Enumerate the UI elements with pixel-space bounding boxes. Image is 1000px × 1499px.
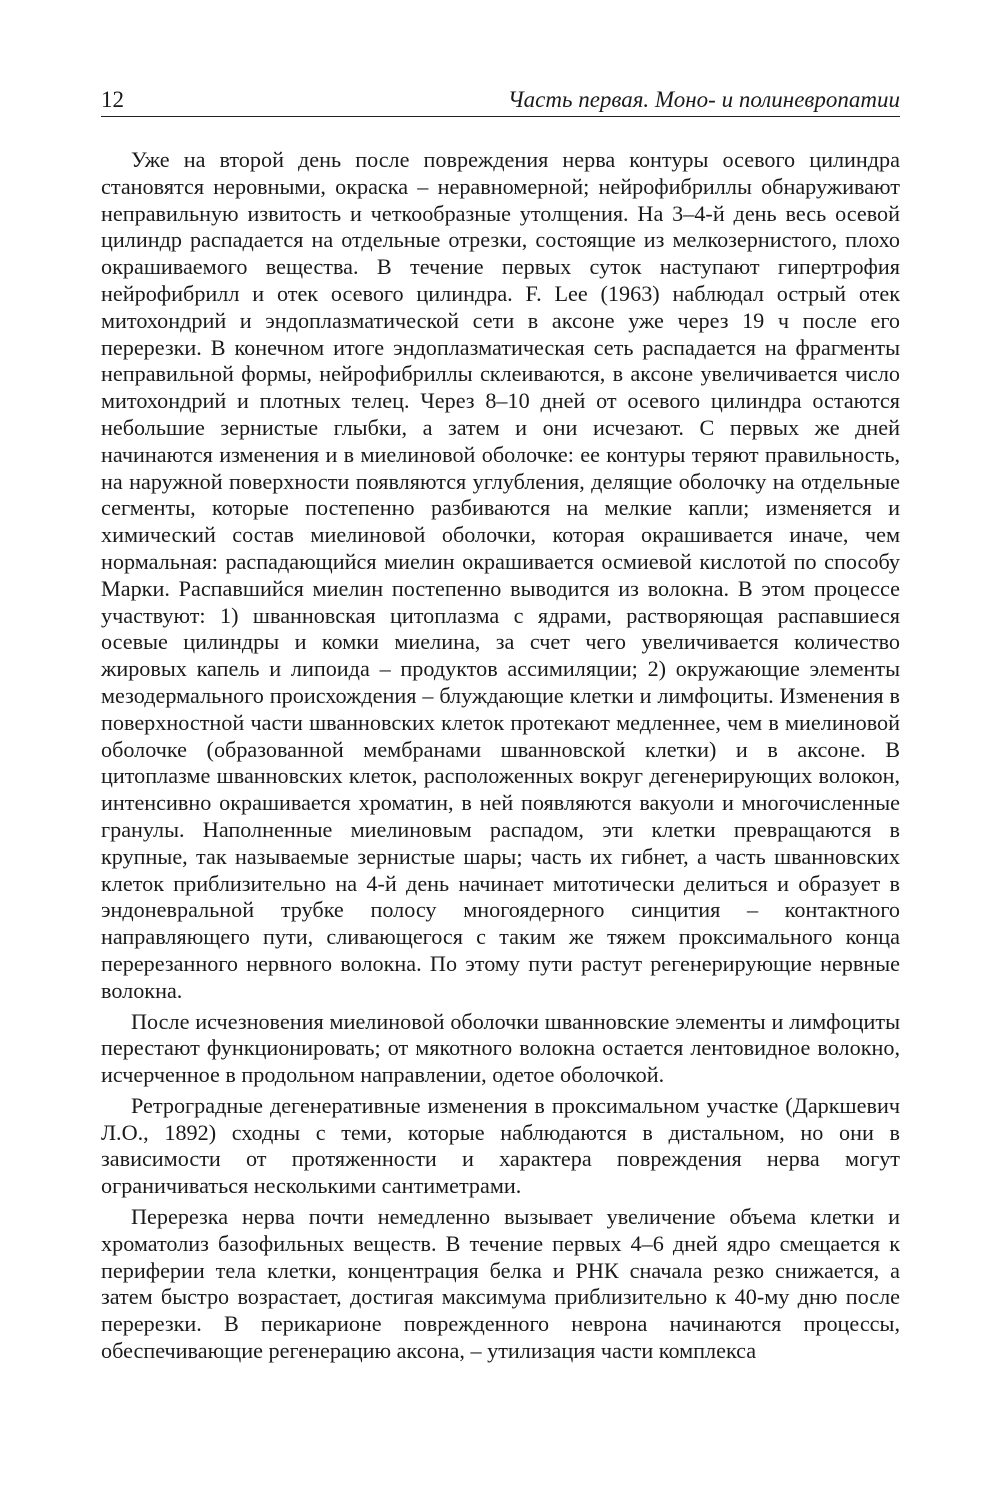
paragraph: Ретроградные дегенеративные изменения в проксимальном участке (Даркшевич Л.О., 1892) сходны с теми, которые наблюдаются в дистальном, но они в зависимости от протяженности и характера повреждения нерва могут ограничиваться несколькими сантиметрами.	[101, 1092, 900, 1199]
body-text	[101, 147, 900, 1365]
running-header	[101, 86, 900, 117]
paragraph: Уже на второй день после повреждения нерва контуры осевого цилиндра становятся неровными, окраска – неравномерной; нейрофибриллы обнаруживают неправильную извитость и четкообразные утолщения. На 3–4-й день весь осевой цилиндр распадается на отдельные отрезки, состоящие из мелкозернистого, плохо окрашиваемого вещества. В течение первых суток наступают гипертрофия нейрофибрилл и отек осевого цилиндра. F. Lee (1963) наблюдал острый отек митохондрий и эндоплазматической сети в аксоне уже через 19 ч после его перерезки. В конечном итоге эндоплазматическая сеть распадается на фрагменты неправильной формы, нейрофибриллы склеиваются, в аксоне увеличивается число митохондрий и плотных телец. Через 8–10 дней от осевого цилиндра остаются небольшие зернистые глыбки, а затем и они исчезают. С первых же дней начинаются изменения и в миелиновой оболочке: ее контуры теряют правильность, на наружной поверхности появляются углубления, делящие оболочку на отдельные сегменты, которые постепенно разбиваются на мелкие капли; изменяется и химический состав миелиновой оболочки, которая окрашивается иначе, чем нормальная: распадающийся миелин окрашивается осмиевой кислотой по способу Марки. Распавшийся миелин постепенно выводится из волокна. В этом процессе участвуют: 1) шванновская цитоплазма с ядрами, растворяющая распавшиеся осевые цилиндры и комки миелина, за счет чего увеличивается количество жировых капель и липоида – продуктов ассимиляции; 2) окружающие элементы мезодермального происхождения – блуждающие клетки и лимфоциты. Изменения в поверхностной части шванновских клеток протекают медленнее, чем в миелиновой оболочке (образованной мембранами шванновской клетки) и в аксоне. В цитоплазме шванновских клеток, расположенных вокруг дегенерирующих волокон, интенсивно окрашивается хроматин, в ней появляются вакуоли и многочисленные гранулы. Наполненные миелиновым распадом, эти клетки превращаются в крупные, так называемые зернистые шары; часть их гибнет, а часть шванновских клеток приблизительно на 4-й день начинает митотически делиться и образует в эндоневральной трубке полосу многоядерного синцития – контактного направляющего пути, сливающегося с таким же тяжем проксимального конца перерезанного нервного волокна. По этому пути растут регенерирующие нервные волокна.	[101, 147, 900, 1003]
paragraph: Перерезка нерва почти немедленно вызывает увеличение объема клетки и хроматолиз базофильных веществ. В течение первых 4–6 дней ядро смещается к периферии тела клетки, концентрация белка и РНК сначала резко снижается, а затем быстро возрастает, достигая максимума приблизительно к 40-му дню после перерезки. В перикарионе поврежденного неврона начинаются процессы, обеспечивающие регенерацию аксона, – утилизация части комплекса	[101, 1204, 900, 1364]
running-title: Часть первая. Моно- и полиневропатии	[507, 87, 900, 112]
paragraph: После исчезновения миелиновой оболочки шванновские элементы и лимфоциты перестают функционировать; от мякотного волокна остается лентовидное волокно, исчерченное в продольном направлении, одетое оболочкой.	[101, 1008, 900, 1088]
page-number: 12	[101, 87, 124, 112]
